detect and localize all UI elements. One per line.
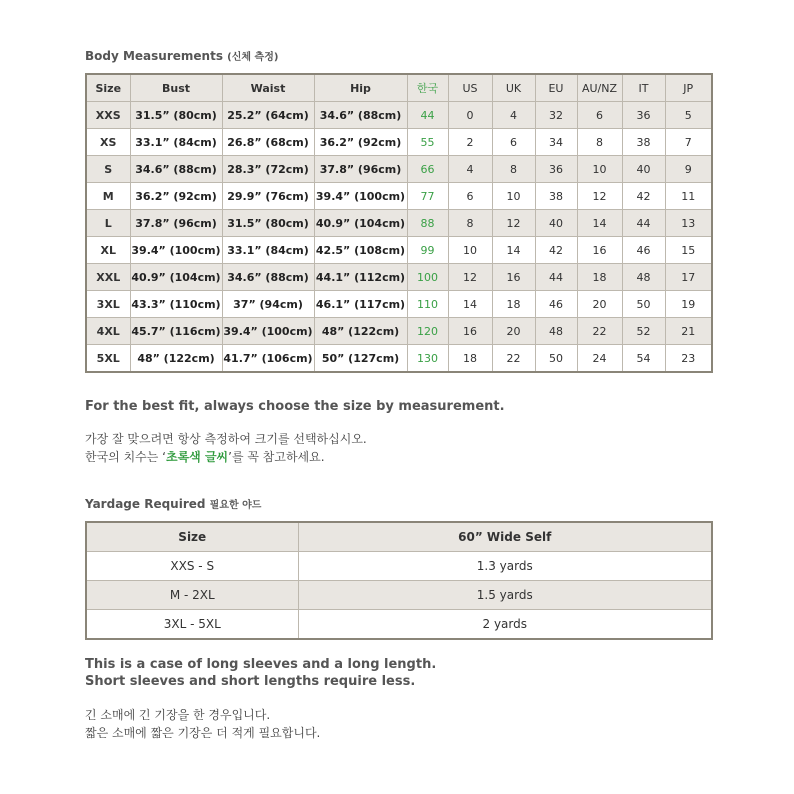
- body-measurements-title-sub: (신체 측정): [227, 52, 279, 63]
- table-cell: 40: [622, 156, 665, 183]
- table-cell: 25.2” (64cm): [222, 102, 314, 129]
- table-cell: 1.5 yards: [298, 581, 712, 610]
- table-cell: 20: [577, 291, 622, 318]
- table-cell: 100: [407, 264, 448, 291]
- table-cell: 14: [577, 210, 622, 237]
- table-cell: 48: [622, 264, 665, 291]
- table-cell: 52: [622, 318, 665, 345]
- table-cell: 2: [448, 129, 492, 156]
- table-cell: 6: [448, 183, 492, 210]
- table-cell: 4XL: [86, 318, 130, 345]
- table-cell: 16: [492, 264, 535, 291]
- table-cell: 12: [577, 183, 622, 210]
- body-table-header-row: [86, 74, 712, 102]
- body-header-cell: EU: [535, 74, 577, 102]
- table-cell: 36.2” (92cm): [314, 129, 407, 156]
- table-cell: 14: [448, 291, 492, 318]
- table-cell: 7: [665, 129, 712, 156]
- table-cell: 44.1” (112cm): [314, 264, 407, 291]
- table-cell: 18: [448, 345, 492, 373]
- table-cell: 41.7” (106cm): [222, 345, 314, 373]
- table-cell: 36.2” (92cm): [130, 183, 222, 210]
- table-cell: 48” (122cm): [314, 318, 407, 345]
- table-cell: S: [86, 156, 130, 183]
- fit-note-kr-line2-post: ’를 꼭 참고하세요.: [228, 450, 325, 464]
- table-cell: 36: [622, 102, 665, 129]
- table-cell: 26.8” (68cm): [222, 129, 314, 156]
- table-cell: 13: [665, 210, 712, 237]
- table-cell: 19: [665, 291, 712, 318]
- table-cell: 18: [492, 291, 535, 318]
- table-cell: 16: [448, 318, 492, 345]
- table-cell: 44: [622, 210, 665, 237]
- table-cell: 37” (94cm): [222, 291, 314, 318]
- table-cell: 34.6” (88cm): [222, 264, 314, 291]
- table-row: [86, 264, 712, 291]
- table-cell: 28.3” (72cm): [222, 156, 314, 183]
- table-cell: 50: [622, 291, 665, 318]
- table-cell: 66: [407, 156, 448, 183]
- table-cell: 33.1” (84cm): [130, 129, 222, 156]
- table-row: [86, 237, 712, 264]
- table-cell: L: [86, 210, 130, 237]
- table-cell: 22: [577, 318, 622, 345]
- table-cell: 31.5” (80cm): [130, 102, 222, 129]
- table-cell: 33.1” (84cm): [222, 237, 314, 264]
- table-cell: 29.9” (76cm): [222, 183, 314, 210]
- table-cell: 20: [492, 318, 535, 345]
- body-header-cell: Hip: [314, 74, 407, 102]
- table-cell: 32: [535, 102, 577, 129]
- fit-note-headline: For the best fit, always choose the size by measurement.: [85, 399, 505, 414]
- table-cell: 22: [492, 345, 535, 373]
- table-cell: 8: [448, 210, 492, 237]
- table-cell: 31.5” (80cm): [222, 210, 314, 237]
- yardage-header-cell: Size: [86, 522, 298, 552]
- table-cell: M: [86, 183, 130, 210]
- table-cell: 99: [407, 237, 448, 264]
- table-cell: 6: [577, 102, 622, 129]
- table-cell: 4: [448, 156, 492, 183]
- table-cell: 37.8” (96cm): [314, 156, 407, 183]
- table-cell: 39.4” (100cm): [222, 318, 314, 345]
- body-table-body: [86, 102, 712, 373]
- yardage-title: [85, 496, 711, 511]
- table-cell: XXL: [86, 264, 130, 291]
- table-cell: 130: [407, 345, 448, 373]
- body-header-cell: US: [448, 74, 492, 102]
- yardage-title-text: Yardage Required: [85, 497, 206, 511]
- table-cell: 44: [407, 102, 448, 129]
- table-cell: 18: [577, 264, 622, 291]
- table-row: [86, 129, 712, 156]
- table-cell: 40.9” (104cm): [130, 264, 222, 291]
- table-cell: 44: [535, 264, 577, 291]
- table-cell: 34: [535, 129, 577, 156]
- table-cell: 17: [665, 264, 712, 291]
- table-cell: 12: [448, 264, 492, 291]
- table-cell: 0: [448, 102, 492, 129]
- table-cell: 43.3” (110cm): [130, 291, 222, 318]
- table-cell: 5: [665, 102, 712, 129]
- table-cell: 36: [535, 156, 577, 183]
- body-header-cell: Size: [86, 74, 130, 102]
- table-cell: 5XL: [86, 345, 130, 373]
- table-cell: 10: [492, 183, 535, 210]
- fit-note-kr-green-text: 초록색 글씨: [166, 450, 229, 464]
- body-measurements-table: [85, 73, 713, 373]
- table-cell: 2 yards: [298, 610, 712, 640]
- fit-note-kr-line1: 가장 잘 맞으려면 항상 측정하여 크기를 선택하십시오.: [85, 432, 367, 446]
- table-cell: 42: [535, 237, 577, 264]
- table-cell: 11: [665, 183, 712, 210]
- length-note-line2: Short sleeves and short lengths require less.: [85, 674, 416, 689]
- table-row: [86, 345, 712, 373]
- table-cell: 23: [665, 345, 712, 373]
- yardage-header-cell: 60” Wide Self: [298, 522, 712, 552]
- table-cell: 9: [665, 156, 712, 183]
- table-cell: 120: [407, 318, 448, 345]
- table-cell: 40: [535, 210, 577, 237]
- length-note-line1: This is a case of long sleeves and a long length.: [85, 657, 437, 672]
- table-row: [86, 552, 712, 581]
- table-cell: 46: [622, 237, 665, 264]
- table-row: [86, 102, 712, 129]
- body-header-cell: Bust: [130, 74, 222, 102]
- table-cell: 45.7” (116cm): [130, 318, 222, 345]
- page-content: [85, 48, 711, 742]
- length-note-kr-line2: 짧은 소매에 짧은 기장은 더 적게 필요합니다.: [85, 726, 321, 740]
- table-cell: 1.3 yards: [298, 552, 712, 581]
- table-cell: 3XL: [86, 291, 130, 318]
- table-row: [86, 291, 712, 318]
- table-cell: 42: [622, 183, 665, 210]
- table-cell: 34.6” (88cm): [314, 102, 407, 129]
- table-cell: 55: [407, 129, 448, 156]
- yardage-table-header-row: [86, 522, 712, 552]
- table-row: [86, 581, 712, 610]
- body-header-cell: Waist: [222, 74, 314, 102]
- table-cell: 46: [535, 291, 577, 318]
- table-cell: 6: [492, 129, 535, 156]
- table-row: [86, 210, 712, 237]
- table-cell: 21: [665, 318, 712, 345]
- yardage-table-body: [86, 552, 712, 640]
- table-cell: 8: [577, 129, 622, 156]
- table-cell: 46.1” (117cm): [314, 291, 407, 318]
- table-cell: 40.9” (104cm): [314, 210, 407, 237]
- table-cell: 48” (122cm): [130, 345, 222, 373]
- table-cell: 10: [448, 237, 492, 264]
- table-row: [86, 183, 712, 210]
- length-note-kr-line1: 긴 소매에 긴 기장을 한 경우입니다.: [85, 708, 271, 722]
- table-cell: 8: [492, 156, 535, 183]
- table-cell: 48: [535, 318, 577, 345]
- table-cell: M - 2XL: [86, 581, 298, 610]
- fit-note-kr-line2-pre: 한국의 치수는 ‘: [85, 450, 166, 464]
- table-row: [86, 318, 712, 345]
- table-row: [86, 156, 712, 183]
- table-cell: XXS - S: [86, 552, 298, 581]
- table-cell: 34.6” (88cm): [130, 156, 222, 183]
- table-cell: 50” (127cm): [314, 345, 407, 373]
- table-cell: 39.4” (100cm): [314, 183, 407, 210]
- body-measurements-title-text: Body Measurements: [85, 49, 223, 63]
- table-cell: 15: [665, 237, 712, 264]
- body-header-cell: AU/NZ: [577, 74, 622, 102]
- yardage-table: [85, 521, 713, 640]
- table-row: [86, 610, 712, 640]
- table-cell: 24: [577, 345, 622, 373]
- body-header-cell: IT: [622, 74, 665, 102]
- body-header-cell: UK: [492, 74, 535, 102]
- table-cell: 42.5” (108cm): [314, 237, 407, 264]
- yardage-title-sub: 필요한 야드: [209, 500, 262, 511]
- table-cell: 38: [535, 183, 577, 210]
- table-cell: 88: [407, 210, 448, 237]
- table-cell: XXS: [86, 102, 130, 129]
- table-cell: 3XL - 5XL: [86, 610, 298, 640]
- table-cell: 4: [492, 102, 535, 129]
- table-cell: 77: [407, 183, 448, 210]
- table-cell: 16: [577, 237, 622, 264]
- table-cell: XL: [86, 237, 130, 264]
- table-cell: 12: [492, 210, 535, 237]
- table-cell: 110: [407, 291, 448, 318]
- table-cell: 39.4” (100cm): [130, 237, 222, 264]
- table-cell: 54: [622, 345, 665, 373]
- table-cell: 10: [577, 156, 622, 183]
- table-cell: 37.8” (96cm): [130, 210, 222, 237]
- table-cell: 50: [535, 345, 577, 373]
- fit-note-kr-line2: [85, 448, 711, 466]
- body-measurements-title: [85, 48, 711, 63]
- table-cell: 38: [622, 129, 665, 156]
- table-cell: XS: [86, 129, 130, 156]
- body-header-cell: JP: [665, 74, 712, 102]
- table-cell: 14: [492, 237, 535, 264]
- body-header-cell: 한국: [407, 74, 448, 102]
